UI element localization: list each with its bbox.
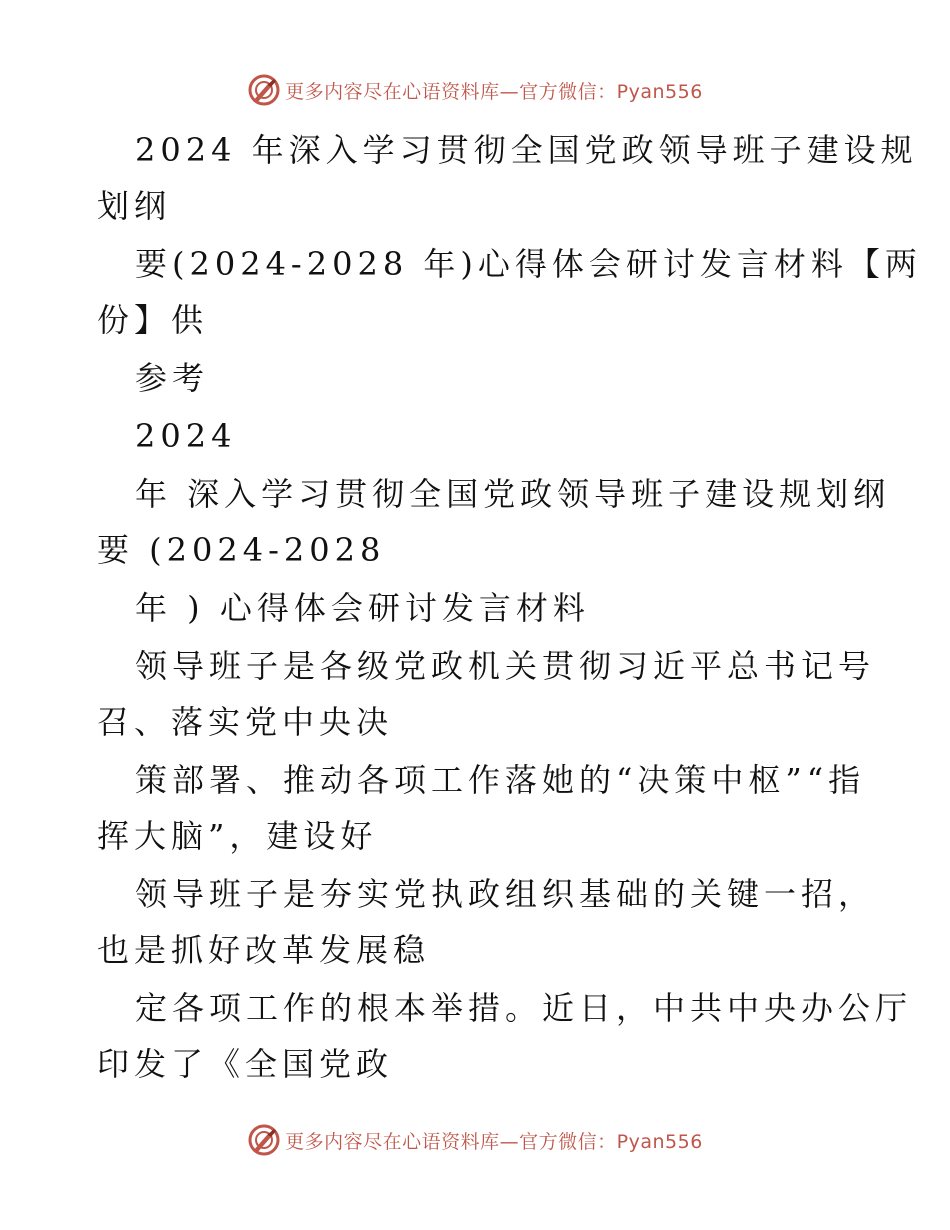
text-line: 领导班子是各级党政机关贯彻习近平总书记号 [135,647,876,685]
footer-banner-text: 更多内容尽在心语资料库—官方微信：Pyan556 [285,1130,703,1153]
footer-banner [0,1120,950,1160]
brand-logo-icon [247,73,281,107]
text-line: 印发了《全国党政 [97,1045,394,1083]
text-line: 策部署、推动各项工作落她的“决策中枢”“指 [135,761,866,799]
text-line: 2024 [135,417,237,455]
text-line: 份】供 [97,301,209,339]
text-line: 要 (2024-2028 [97,531,386,569]
text-line: 2024 年深入学习贯彻全国党政领导班子建设规 [135,131,918,169]
brand-logo-icon [247,1123,281,1157]
text-line: 也是抓好改革发展稳 [97,931,431,969]
text-line: 领导班子是夯实党执政组织基础的关键一招， [135,875,876,913]
header-banner-text: 更多内容尽在心语资料库—官方微信：Pyan556 [285,80,703,103]
text-line: 召、落实党中央决 [97,703,394,741]
header-banner [0,70,950,110]
text-line: 年 深入学习贯彻全国党政领导班子建设规划纲 [135,475,891,513]
text-line: 参考 [135,359,210,397]
text-line: 划纲 [97,187,172,225]
text-line: 挥大脑”，建设好 [97,817,378,855]
text-line: 年 ) 心得体会研讨发言材料 [135,589,590,627]
text-line: 定各项工作的根本举措。近日，中共中央办公厅 [135,989,913,1027]
text-line: 要(2024-2028 年)心得体会研讨发言材料【两 [135,245,922,283]
